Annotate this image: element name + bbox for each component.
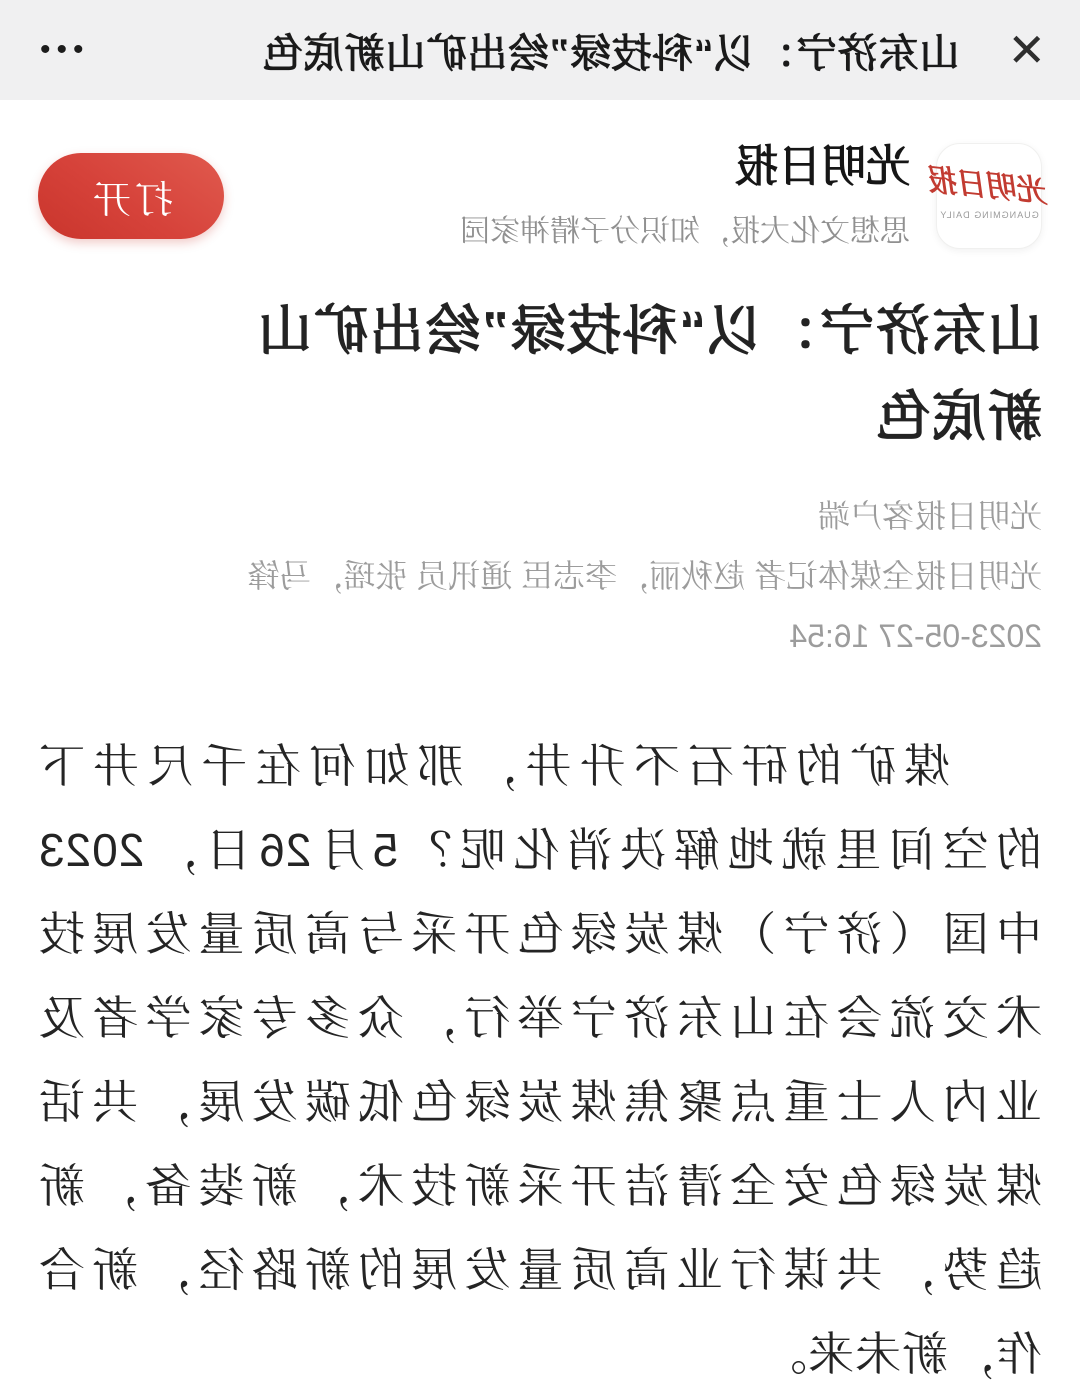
body-line: 作，新未来。 xyxy=(760,1328,1042,1380)
app-banner xyxy=(0,132,1080,260)
brand-tagline: 思想文化大报，知识分子精神家园 xyxy=(460,215,910,249)
guangming-daily-logo[interactable] xyxy=(927,143,1051,249)
article-body xyxy=(38,724,1042,1381)
logo-caption: GUANGMING DAILY xyxy=(939,210,1039,220)
article-source: 光明日报客户端 xyxy=(817,498,1042,534)
more-menu-icon[interactable]: ••• xyxy=(34,33,84,66)
article-title xyxy=(38,288,1042,460)
browser-topbar xyxy=(0,0,1080,100)
article-title-line-2: 新底色 xyxy=(874,387,1042,447)
article-title-line-1: 山东济宁：以“科技绿”绘出矿山 xyxy=(256,301,1042,361)
body-line: 业内人士重点聚焦煤炭绿色低碳发展，共话 xyxy=(38,1076,1042,1128)
close-icon[interactable]: ✕ xyxy=(1007,24,1046,76)
topbar-page-title: 山东济宁：以“科技绿”绘出矿山新底色 xyxy=(261,31,960,76)
brand-name: 光明日报 xyxy=(734,141,910,191)
body-line: 煤矿的矸石不升井，那如何在千尺井下 xyxy=(38,740,950,792)
body-line: 中国（济宁）煤炭绿色开采与高质量发展技 xyxy=(38,908,1042,960)
article-authors: 光明日报全媒体记者 赵秋丽，李志臣 通讯员 张瑶，马锋 xyxy=(247,558,1042,594)
body-line: 趋势，共谋行业高质量发展的新路径，新合 xyxy=(38,1244,1042,1296)
body-line: 煤炭绿色安全清洁开采新技术，新装备，新 xyxy=(38,1160,1042,1212)
body-line: 的空间里就地解决消化呢？5月26日，2023 xyxy=(38,824,1042,876)
article-datetime: 2023-05-27 16:54 xyxy=(789,618,1042,654)
article-byline-block xyxy=(38,494,1042,658)
open-app-button[interactable]: 打开 xyxy=(38,153,224,239)
brand-block xyxy=(224,142,910,251)
body-line: 术交流会在山东济宁举行，众多专家学者及 xyxy=(38,992,1042,1044)
logo-calligraphy-icon: 光明日报 xyxy=(927,162,1051,211)
